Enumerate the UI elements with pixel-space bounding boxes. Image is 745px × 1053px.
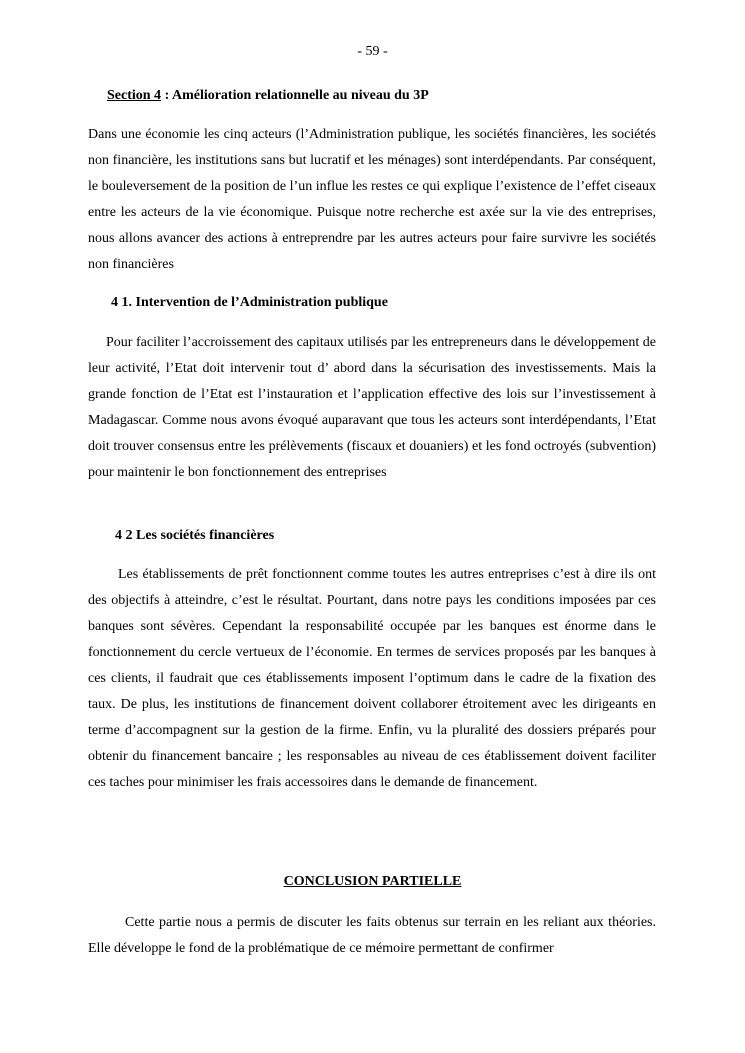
page-number: - 59 - [357,44,388,59]
intro-paragraph: Dans une économie les cinq acteurs (l’Administration publique, les sociétés financières, les sociétés non financière, les institutions sans but lucratif et les ménages) sont interdépendants. Par conséquent, le bouleversement de la position de l’un influe les restes ce qui explique l’existence de l’effet ciseaux entre les acteurs de la vie économique. Puisque notre recherche est axée sur la vie des entreprises, nous allons avancer des actions à entreprendre par les autres acteurs pour faire survivre les sociétés non financières [88,127,656,272]
section-title: : Amélioration relationnelle au niveau du 3P [161,88,429,103]
conclusion-paragraph: Cette partie nous a permis de discuter les faits obtenus sur terrain en les reliant aux théories. Elle développe le fond de la problématique de ce mémoire permettant de confirmer [88,915,656,956]
subsection-1-paragraph: Pour faciliter l’accroissement des capitaux utilisés par les entrepreneurs dans le développement de leur activité, l’Etat doit intervenir tout d’ abord dans la sécurisation des investissements. Mais la grande fonction de l’Etat est l’instauration et l’application effective des lois sur l’investissement à Madagascar. Comme nous avons évoqué auparavant que tous les acteurs sont interdépendants, l’Etat doit trouver consensus entre les prélèvements (fiscaux et douaniers) et les fond octroyés (subvention) pour maintenir le bon fonctionnement des entreprises [88,335,656,480]
subsection-1-heading: 4 1. Intervention de l’Administration publique [111,295,388,310]
subsection-2-paragraph: Les établissements de prêt fonctionnent comme toutes les autres entreprises c’est à dire ils ont des objectifs à atteindre, c’est le résultat. Pourtant, dans notre pays les conditions imposées par ces banques sont sévères. Cependant la responsabilité occupée par les banques est énorme dans le fonctionnement du cercle vertueux de l’économie. En termes de services proposés par les banques à ces clients, il faudrait que ces établissements imposent l’optimum dans le cadre de la fixation des taux. De plus, les institutions de financement doivent collaborer étroitement avec les dirigeants en terme d’accompagnent sur la gestion de la firme. Enfin, vu la pluralité des dossiers préparés pour obtenir du financement bancaire ; les responsables au niveau de ces établissement doivent faciliter ces taches pour minimiser les frais accessoires dans le demande de financement. [88,567,656,790]
subsection-2-heading: 4 2 Les sociétés financières [115,528,275,543]
section-heading [107,88,429,104]
conclusion-title: CONCLUSION PARTIELLE [283,874,462,889]
section-label: Section 4 [107,88,162,103]
